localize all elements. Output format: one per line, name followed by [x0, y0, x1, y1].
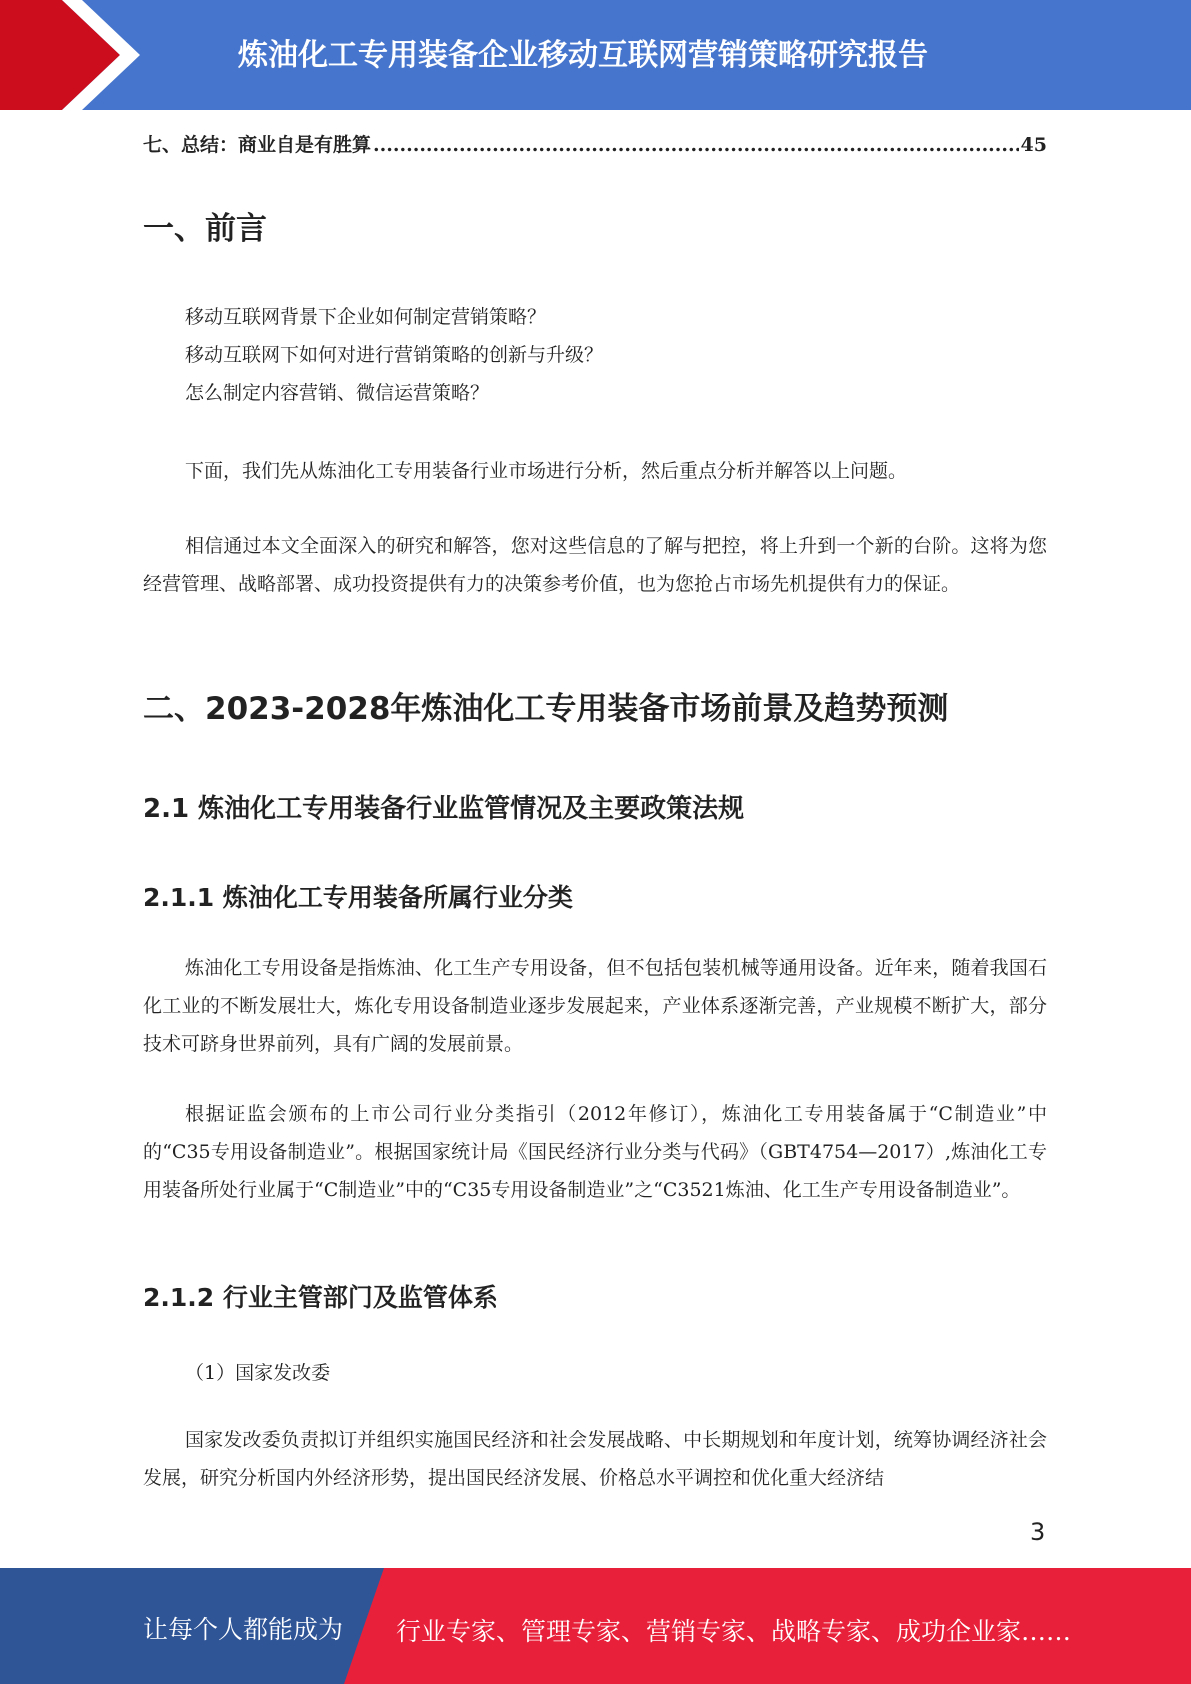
- preface-heading: 一、前言: [143, 211, 267, 247]
- report-title: 炼油化工专用装备企业移动互联网营销策略研究报告: [238, 38, 928, 73]
- page-header: [0, 0, 1191, 110]
- page-footer: [0, 1568, 1191, 1684]
- list-item: （1）国家发改委: [185, 1362, 331, 1384]
- paragraph: 下面，我们先从炼油化工专用装备行业市场进行分析，然后重点分析并解答以上问题。: [185, 460, 908, 482]
- toc-entry[interactable]: [143, 130, 1047, 157]
- toc-leader-dots: [373, 134, 1019, 156]
- footer-slogan-left: 让每个人都能成为: [143, 1615, 344, 1644]
- paragraph: 炼油化工专用设备是指炼油、化工生产专用设备，但不包括包装机械等通用设备。近年来，随着我国石化工业的不断发展壮大，炼化专用设备制造业逐步发展起来，产业体系逐渐完善，产业规模不断扩大，部分技术可跻身世界前列，具有广阔的发展前景。: [143, 957, 1047, 1055]
- question-line: 怎么制定内容营销、微信运营策略？: [185, 382, 490, 404]
- footer-slogan-right: 行业专家、管理专家、营销专家、战略专家、成功企业家……: [396, 1617, 1072, 1646]
- toc-entry-label: 七、总结：商业自是有胜算: [143, 134, 372, 156]
- subsubsection-heading: 2.1.2 行业主管部门及监管体系: [143, 1283, 498, 1312]
- section-heading: 二、2023-2028年炼油化工专用装备市场前景及趋势预测: [143, 691, 949, 727]
- question-line: 移动互联网背景下企业如何制定营销策略？: [185, 306, 547, 328]
- subsection-heading: 2.1 炼油化工专用装备行业监管情况及主要政策法规: [143, 794, 745, 824]
- paragraph: 国家发改委负责拟订并组织实施国民经济和社会发展战略、中长期规划和年度计划，统筹协调经济社会发展，研究分析国内外经济形势，提出国民经济发展、价格总水平调控和优化重大经济结: [143, 1429, 1047, 1489]
- toc-entry-page: 45: [1020, 134, 1047, 156]
- page-number: 3: [1030, 1518, 1046, 1546]
- question-line: 移动互联网下如何对进行营销策略的创新与升级？: [185, 344, 604, 366]
- paragraph: 根据证监会颁布的上市公司行业分类指引（2012年修订），炼油化工专用装备属于“C制造业”中的“C35专用设备制造业”。根据国家统计局《国民经济行业分类与代码》（GBT4754—2017）,炼油化工专用装备所处行业属于“C制造业”中的“C35专用设备制造业”之“C3521炼油、化工生产专用设备制造业”。: [143, 1103, 1047, 1201]
- paragraph: 相信通过本文全面深入的研究和解答，您对这些信息的了解与把控，将上升到一个新的台阶。这将为您经营管理、战略部署、成功投资提供有力的决策参考价值，也为您抢占市场先机提供有力的保证。: [143, 535, 1047, 595]
- subsubsection-heading: 2.1.1 炼油化工专用装备所属行业分类: [143, 883, 573, 912]
